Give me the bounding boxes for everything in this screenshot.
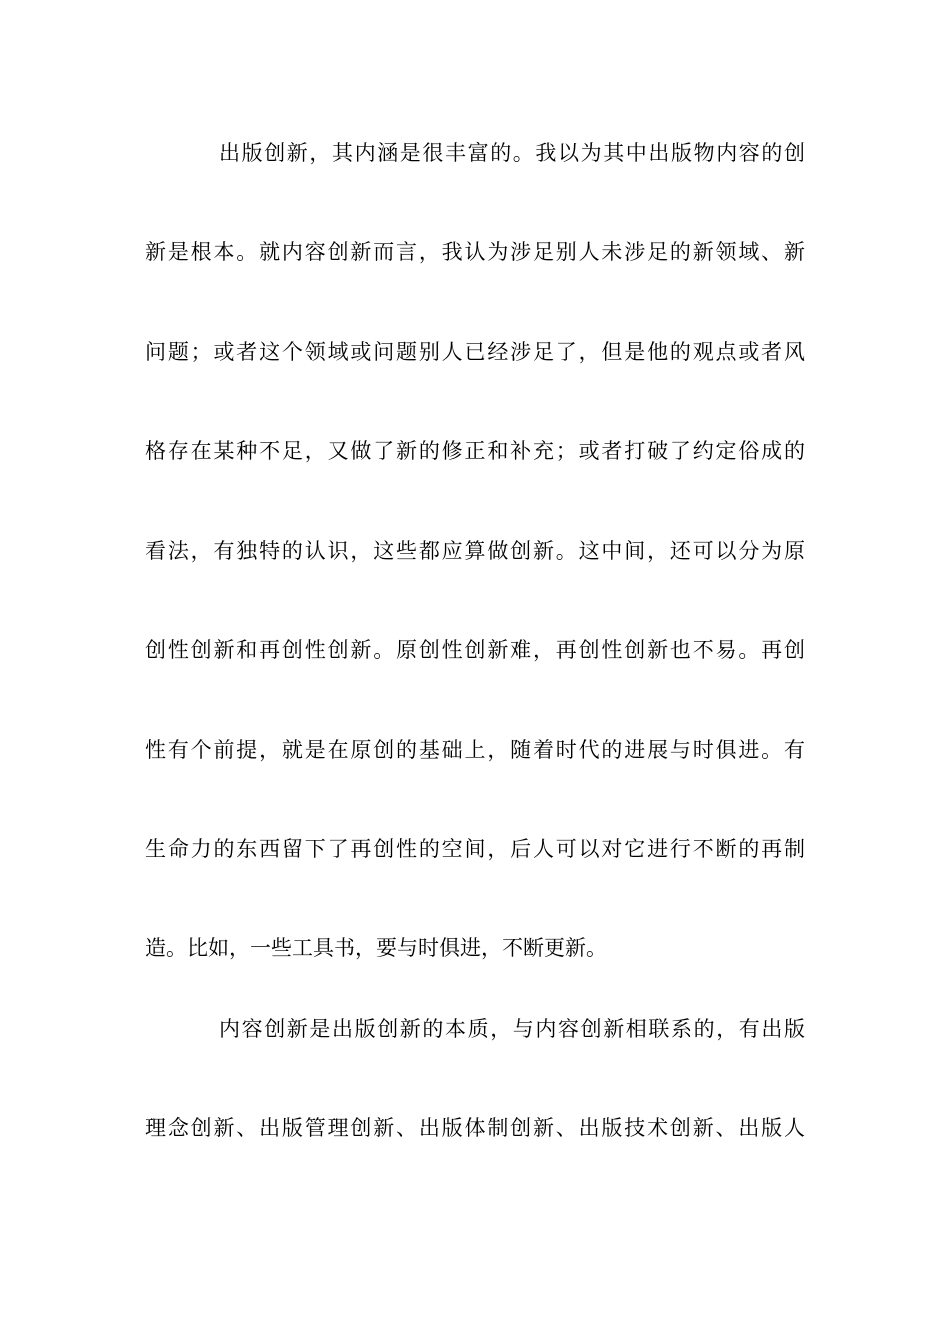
paragraph-line: 生命力的东西留下了再创性的空间，后人可以对它进行不断的再制 (145, 837, 805, 861)
paragraph-line: 内容创新是出版创新的本质，与内容创新相联系的，有出版 (219, 1017, 805, 1041)
paragraph-line: 创性创新和再创性创新。原创性创新难，再创性创新也不易。再创 (145, 638, 805, 662)
paragraph-line: 出版创新，其内涵是很丰富的。我以为其中出版物内容的创 (219, 141, 805, 165)
paragraph-line: 性有个前提，就是在原创的基础上，随着时代的进展与时俱进。有 (145, 738, 805, 762)
paragraph-line: 理念创新、出版管理创新、出版体制创新、出版技术创新、出版人 (145, 1116, 805, 1140)
paragraph-line: 问题；或者这个领域或问题别人已经涉足了，但是他的观点或者风 (145, 340, 805, 364)
paragraph-line: 格存在某种不足，又做了新的修正和补充；或者打破了约定俗成的 (145, 439, 805, 463)
paragraph-line: 看法，有独特的认识，这些都应算做创新。这中间，还可以分为原 (145, 539, 805, 563)
paragraph-line: 新是根本。就内容创新而言，我认为涉足别人未涉足的新领域、新 (145, 240, 805, 264)
paragraph-line: 造。比如，一些工具书，要与时俱进，不断更新。 (145, 936, 607, 960)
